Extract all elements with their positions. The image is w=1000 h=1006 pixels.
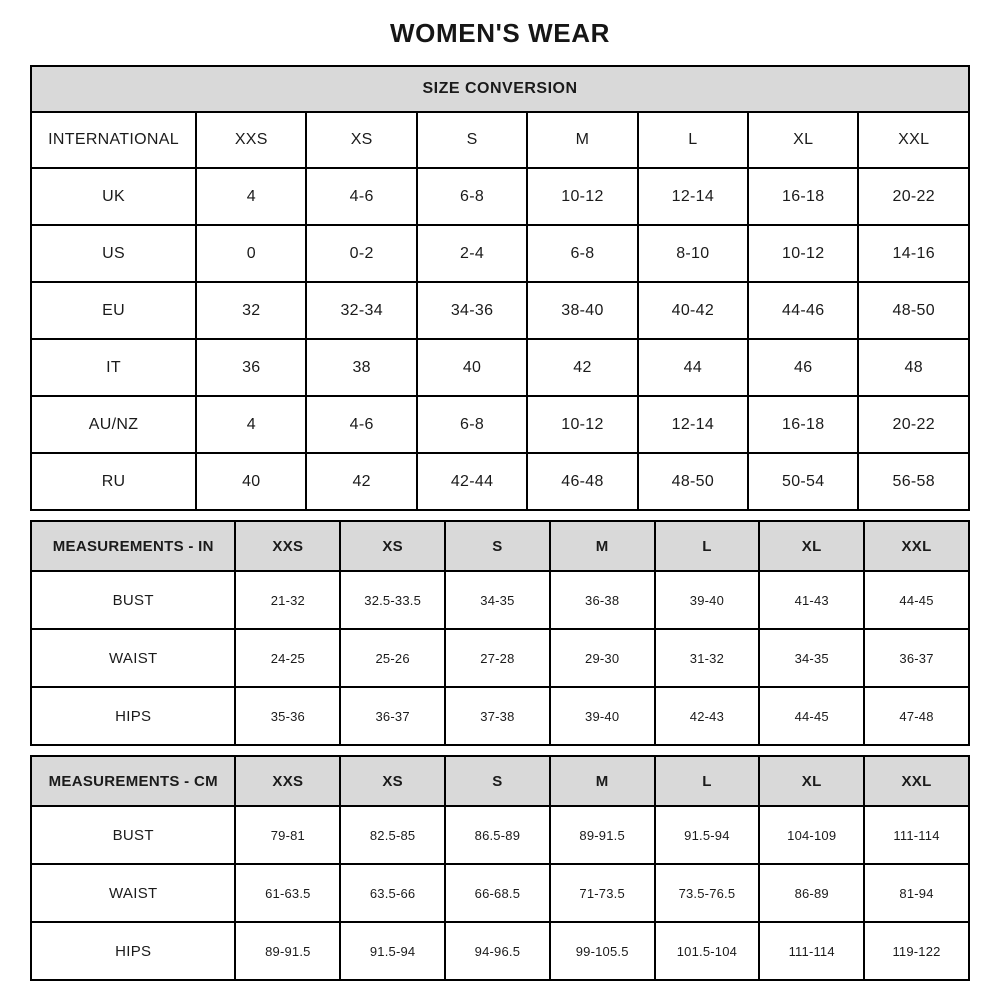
value-cell: 0-2 — [306, 225, 416, 282]
size-conversion-table — [30, 65, 970, 511]
measurements-cm-table — [30, 755, 970, 981]
value-cell: 86.5-89 — [445, 806, 550, 864]
table-row — [31, 864, 969, 922]
value-cell: 91.5-94 — [340, 922, 445, 980]
value-cell: 14-16 — [858, 225, 969, 282]
header-cell: XS — [306, 112, 416, 168]
value-cell: 63.5-66 — [340, 864, 445, 922]
value-cell: 56-58 — [858, 453, 969, 510]
value-cell: 4-6 — [306, 396, 416, 453]
value-cell: 119-122 — [864, 922, 969, 980]
header-cell: XXL — [864, 521, 969, 571]
header-cell: S — [445, 756, 550, 806]
table-row — [31, 629, 969, 687]
table-row — [31, 521, 969, 571]
row-label: BUST — [31, 806, 235, 864]
row-label: BUST — [31, 571, 235, 629]
row-label: RU — [31, 453, 196, 510]
value-cell: 32.5-33.5 — [340, 571, 445, 629]
value-cell: 101.5-104 — [655, 922, 760, 980]
value-cell: 111-114 — [864, 806, 969, 864]
value-cell: 40-42 — [638, 282, 748, 339]
value-cell: 12-14 — [638, 396, 748, 453]
value-cell: 34-35 — [759, 629, 864, 687]
page-title: WOMEN'S WEAR — [390, 18, 610, 48]
value-cell: 36-38 — [550, 571, 655, 629]
header-cell: S — [445, 521, 550, 571]
table-title: MEASUREMENTS - CM — [31, 756, 235, 806]
table-row — [31, 168, 969, 225]
value-cell: 50-54 — [748, 453, 858, 510]
value-cell: 10-12 — [748, 225, 858, 282]
value-cell: 32 — [196, 282, 306, 339]
value-cell: 6-8 — [417, 396, 527, 453]
value-cell: 38-40 — [527, 282, 637, 339]
value-cell: 31-32 — [655, 629, 760, 687]
header-cell: XS — [340, 521, 445, 571]
value-cell: 46-48 — [527, 453, 637, 510]
value-cell: 48-50 — [858, 282, 969, 339]
value-cell: 34-36 — [417, 282, 527, 339]
value-cell: 40 — [417, 339, 527, 396]
header-cell: XL — [759, 521, 864, 571]
header-cell: L — [638, 112, 748, 168]
header-cell: XXL — [858, 112, 969, 168]
value-cell: 16-18 — [748, 168, 858, 225]
value-cell: 35-36 — [235, 687, 340, 745]
table-row — [31, 922, 969, 980]
value-cell: 99-105.5 — [550, 922, 655, 980]
table-row — [31, 571, 969, 629]
table-row — [31, 282, 969, 339]
header-cell: XXS — [235, 521, 340, 571]
header-cell: M — [527, 112, 637, 168]
value-cell: 44-45 — [864, 571, 969, 629]
header-cell: XL — [748, 112, 858, 168]
value-cell: 37-38 — [445, 687, 550, 745]
table-row — [31, 225, 969, 282]
value-cell: 42-44 — [417, 453, 527, 510]
value-cell: 81-94 — [864, 864, 969, 922]
value-cell: 27-28 — [445, 629, 550, 687]
value-cell: 32-34 — [306, 282, 416, 339]
value-cell: 39-40 — [655, 571, 760, 629]
table-row — [31, 453, 969, 510]
header-cell: L — [655, 756, 760, 806]
value-cell: 48 — [858, 339, 969, 396]
value-cell: 91.5-94 — [655, 806, 760, 864]
row-label: UK — [31, 168, 196, 225]
row-label: EU — [31, 282, 196, 339]
value-cell: 6-8 — [527, 225, 637, 282]
value-cell: 16-18 — [748, 396, 858, 453]
row-label: AU/NZ — [31, 396, 196, 453]
value-cell: 94-96.5 — [445, 922, 550, 980]
value-cell: 10-12 — [527, 168, 637, 225]
header-cell: XXS — [196, 112, 306, 168]
value-cell: 24-25 — [235, 629, 340, 687]
row-label: HIPS — [31, 687, 235, 745]
table-row — [31, 806, 969, 864]
value-cell: 36-37 — [864, 629, 969, 687]
value-cell: 86-89 — [759, 864, 864, 922]
value-cell: 44-46 — [748, 282, 858, 339]
value-cell: 42 — [306, 453, 416, 510]
value-cell: 66-68.5 — [445, 864, 550, 922]
value-cell: 89-91.5 — [550, 806, 655, 864]
value-cell: 8-10 — [638, 225, 748, 282]
value-cell: 20-22 — [858, 396, 969, 453]
value-cell: 41-43 — [759, 571, 864, 629]
value-cell: 36-37 — [340, 687, 445, 745]
value-cell: 36 — [196, 339, 306, 396]
row-label: WAIST — [31, 864, 235, 922]
header-cell: M — [550, 521, 655, 571]
header-cell: INTERNATIONAL — [31, 112, 196, 168]
value-cell: 0 — [196, 225, 306, 282]
table-row — [31, 66, 969, 112]
value-cell: 44 — [638, 339, 748, 396]
value-cell: 29-30 — [550, 629, 655, 687]
value-cell: 42 — [527, 339, 637, 396]
value-cell: 4 — [196, 396, 306, 453]
value-cell: 34-35 — [445, 571, 550, 629]
row-label: WAIST — [31, 629, 235, 687]
value-cell: 61-63.5 — [235, 864, 340, 922]
value-cell: 38 — [306, 339, 416, 396]
value-cell: 89-91.5 — [235, 922, 340, 980]
header-cell: S — [417, 112, 527, 168]
table-title: MEASUREMENTS - IN — [31, 521, 235, 571]
table-row — [31, 756, 969, 806]
value-cell: 2-4 — [417, 225, 527, 282]
table-row — [31, 339, 969, 396]
value-cell: 82.5-85 — [340, 806, 445, 864]
header-cell: XS — [340, 756, 445, 806]
value-cell: 47-48 — [864, 687, 969, 745]
header-cell: M — [550, 756, 655, 806]
value-cell: 4 — [196, 168, 306, 225]
measurements-in-table — [30, 520, 970, 746]
value-cell: 20-22 — [858, 168, 969, 225]
table-row — [31, 687, 969, 745]
value-cell: 40 — [196, 453, 306, 510]
table-row — [31, 112, 969, 168]
row-label: HIPS — [31, 922, 235, 980]
value-cell: 48-50 — [638, 453, 748, 510]
value-cell: 39-40 — [550, 687, 655, 745]
header-cell: L — [655, 521, 760, 571]
row-label: IT — [31, 339, 196, 396]
table-title: SIZE CONVERSION — [31, 66, 969, 112]
value-cell: 25-26 — [340, 629, 445, 687]
value-cell: 71-73.5 — [550, 864, 655, 922]
value-cell: 42-43 — [655, 687, 760, 745]
header-cell: XXS — [235, 756, 340, 806]
value-cell: 6-8 — [417, 168, 527, 225]
value-cell: 73.5-76.5 — [655, 864, 760, 922]
value-cell: 12-14 — [638, 168, 748, 225]
value-cell: 104-109 — [759, 806, 864, 864]
header-cell: XL — [759, 756, 864, 806]
value-cell: 46 — [748, 339, 858, 396]
value-cell: 44-45 — [759, 687, 864, 745]
value-cell: 4-6 — [306, 168, 416, 225]
value-cell: 10-12 — [527, 396, 637, 453]
header-cell: XXL — [864, 756, 969, 806]
value-cell: 21-32 — [235, 571, 340, 629]
value-cell: 79-81 — [235, 806, 340, 864]
row-label: US — [31, 225, 196, 282]
value-cell: 111-114 — [759, 922, 864, 980]
table-row — [31, 396, 969, 453]
